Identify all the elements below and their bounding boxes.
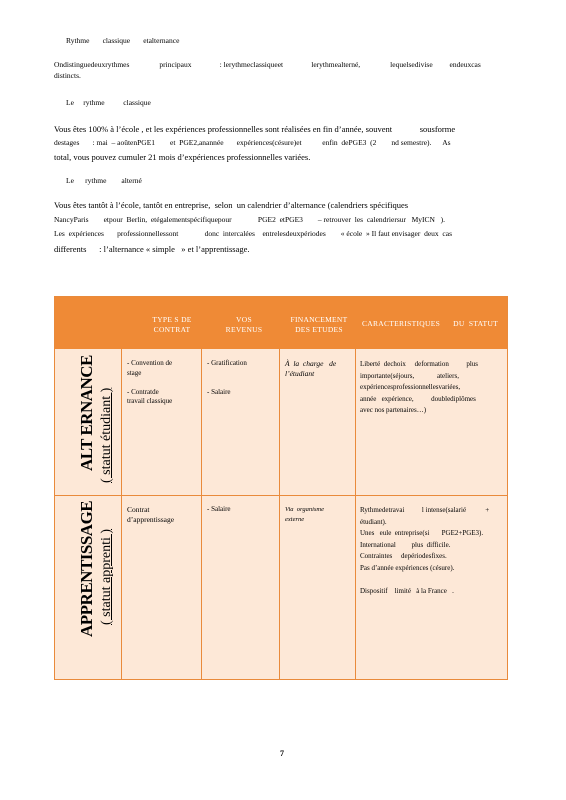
cell-contrat-apprentissage: Contrat d’apprentissage — [127, 505, 175, 524]
row-label-alternance: ALT ERNANCE — [77, 355, 96, 471]
row-label-apprentissage: APPRENTISSAGE — [77, 500, 96, 637]
alterne-text-line4: differents : l’alternance « simple » et l’apprentissage. — [54, 244, 250, 254]
header-caracteristiques: CARACTERISTIQUES DU STATUT — [361, 319, 499, 328]
table-divider — [55, 495, 507, 496]
row-sublabel-alternance: ( statut étudiant ) — [99, 387, 114, 483]
table-header-row — [55, 297, 507, 349]
table-row-alternance — [55, 349, 507, 495]
header-financement: FINANCEMENT DES ETUDES — [290, 315, 348, 334]
classique-text-line2: destages : mai – aoûtenPGE1 et PGE2,anannée expériences(césure)et enfin dePGE3 (2 nd semestre). As — [54, 138, 451, 147]
intro-text-line1: Ondistinguedeuxrythmes principaux : lerythmeclassiqueet lerythmealterné, lequelsedivise endeuxcas — [54, 60, 481, 69]
section-heading-alterne: Le rythme alterné — [66, 176, 142, 185]
classique-text-line1: Vous êtes 100% à l’école , et les expériences professionnelles sont réalisées en fin d’année, souvent sousforme — [54, 124, 456, 134]
table-divider — [201, 349, 202, 679]
cell-contrat-alternance: - Convention de stage - Contratde travail classique — [127, 359, 173, 405]
row-sublabel-apprentissage: ( statut apprenti ) — [99, 528, 114, 625]
alterne-text-line3: Les expériences professionnellessont donc intercalées entrelesdeuxpériodes « école » Il faut envisager deux cas — [54, 229, 452, 238]
cell-caracteristiques-apprentissage: Rythmedetravai l intense(salarié + étudiant). Unes eule entreprise(si PGE2+PGE3). International plus difficile. Contraintes depériodesfixes. Pas d’année expériences (césure). Dispositif limité à la France . — [360, 506, 490, 595]
header-vos-revenus: VOS REVENUS — [225, 315, 263, 334]
header-types-contrat: TYPE S DE CONTRAT — [152, 315, 192, 334]
section-heading-classique: Le rythme classique — [66, 98, 151, 107]
table-divider — [355, 349, 356, 679]
alterne-text-line2: NancyParis etpour Berlin, etégalementspécifiquepour PGE2 etPGE3 – retrouver les calendriersur MyICN ). — [54, 215, 445, 224]
cell-financement-apprentissage: Via organisme externe — [285, 506, 324, 523]
page-number: 7 — [280, 749, 284, 758]
cell-revenus-alternance: - Gratification - Salaire — [207, 359, 247, 396]
cell-caracteristiques-alternance: Liberté dechoix deformation plus importante(séjours, ateliers, expériencesprofessionnellesvariées, année expérience, doublediplômes avec nos partenaires…) — [360, 360, 478, 414]
cell-revenus-apprentissage: - Salaire — [207, 505, 231, 513]
table-divider — [121, 349, 122, 679]
section-heading-rythme: Rythme classique etalternance — [66, 36, 180, 45]
table-divider — [279, 349, 280, 679]
status-table — [54, 296, 508, 680]
classique-text-line3: total, vous pouvez cumuler 21 mois d’expériences professionnelles variées. — [54, 152, 311, 162]
table-row-apprentissage — [55, 495, 507, 679]
intro-text-line2: distincts. — [54, 71, 81, 80]
alterne-text-line1: Vous êtes tantôt à l’école, tantôt en entreprise, selon un calendrier d’alternance (calendriers spécifiques — [54, 200, 409, 210]
cell-financement-alternance: À la charge de l’étudiant — [285, 359, 337, 378]
